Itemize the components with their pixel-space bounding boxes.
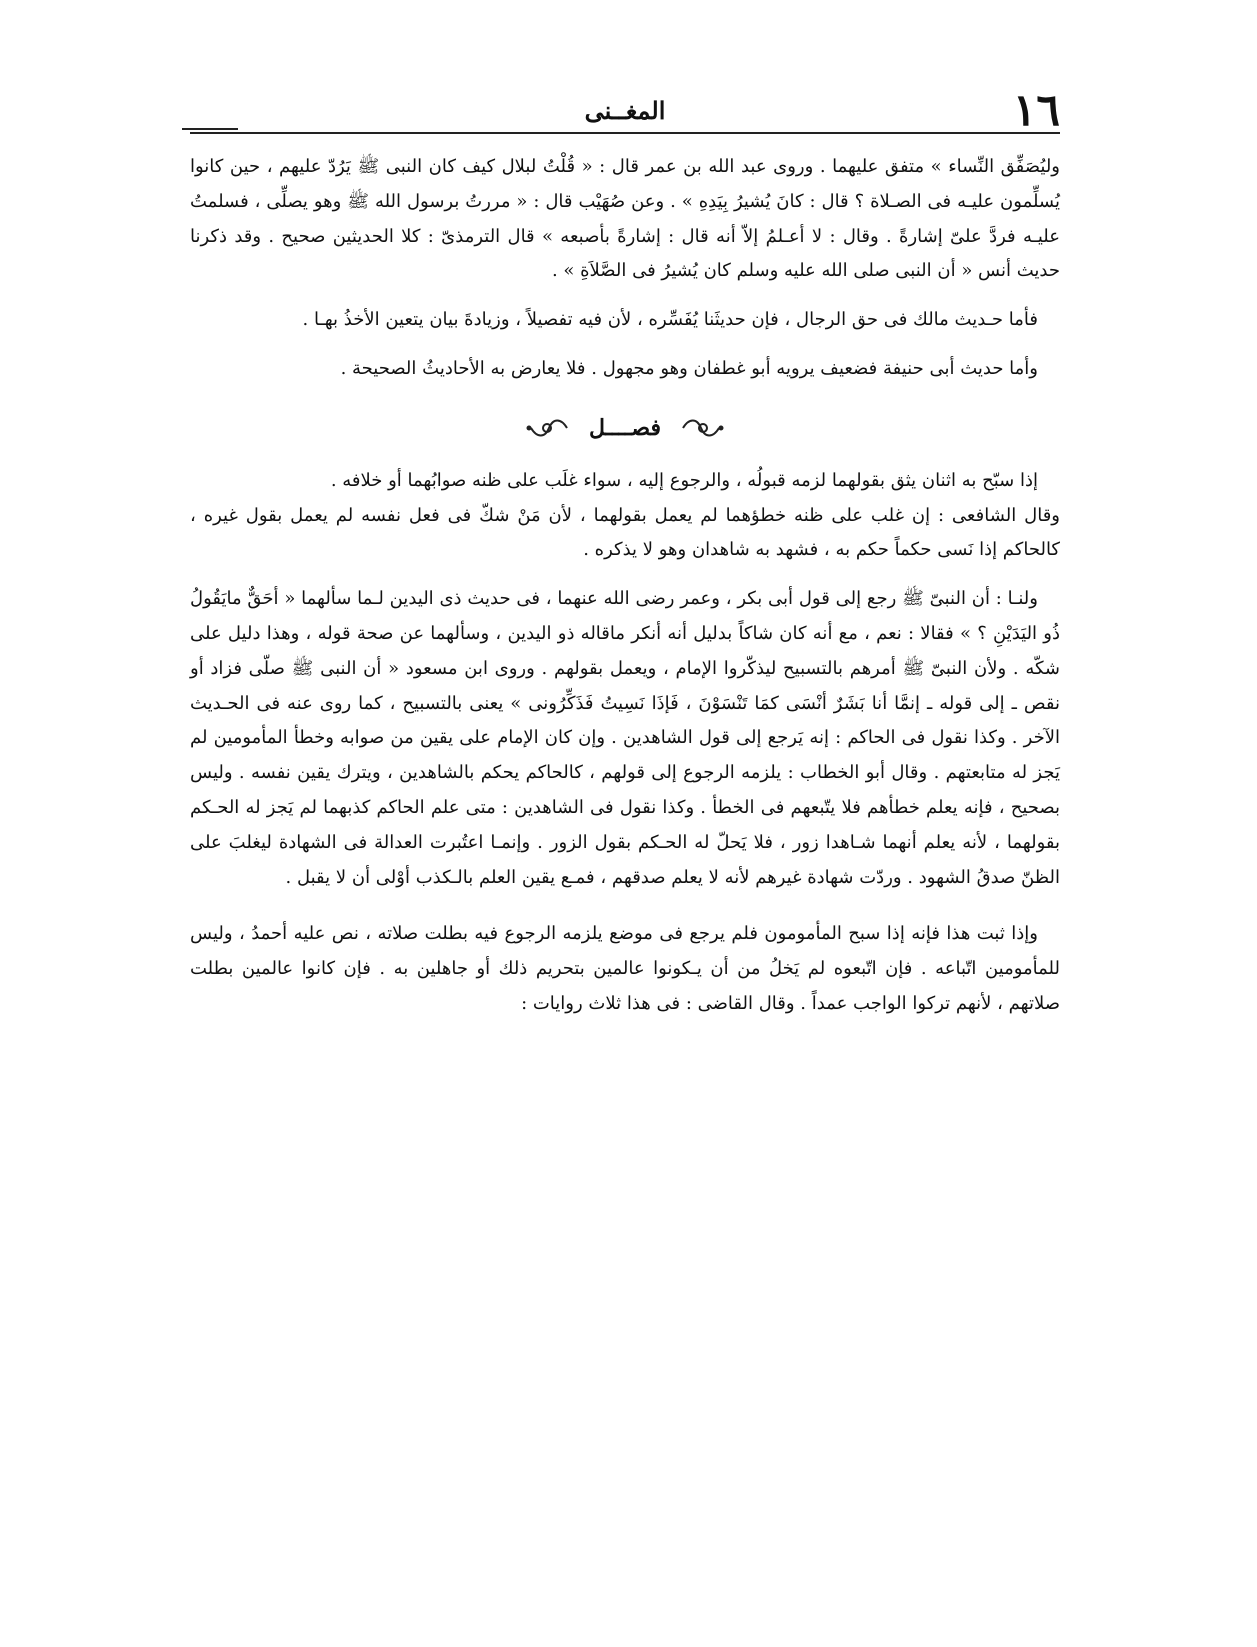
paragraph-shafii-view: وقال الشافعى : إن غلب على ظنه خطؤهما لم يعمل بقولهما ، لأن مَنْ شكّ فى فعل نفسه لم يعمل بقول غيره ، كالحاكم إذا نَسى حكماً حكم به ، فشهد به شاهدان وهو لا يذكره .	[190, 504, 1060, 561]
paragraph-abu-hanifa-hadith: وأما حديث أبى حنيفة فضعيف يرويه أبو غطفان وهو مجهول . فلا يعارض به الأحاديثُ الصحيحة .	[340, 357, 1038, 379]
running-title: المغــنى	[584, 96, 666, 125]
section-heading-label: فصــــل	[588, 414, 662, 441]
page-number: ١٦	[1012, 85, 1060, 136]
header-rule	[190, 132, 1060, 134]
paragraph-tasbih-ruling: إذا سبّح به اثنان يثق بقولهما لزمه قبولُه ، والرجوع إليه ، سواء غلَب على ظنه صوابُهما أو خلافه .	[330, 469, 1038, 491]
header-rule-tail	[182, 128, 238, 130]
paragraph-evidence: ولنـا : أن النبىّ ﷺ رجع إلى قول أبى بكر ، وعمر رضى الله عنهما ، فى حديث ذى اليدين لـما سألهما « أحَقٌّ مايَقُولُ ذُو اليَدَيْنِ ؟ » فقالا : نعم ، مع أنه كان شاكاً بدليل أنه أنكر ماقاله ذو اليدين ، وسألهما عن صحة قوله ، وهذا دليل على شكّه . ولأن النبىّ ﷺ أمرهم بالتسبيح ليذكّروا الإمام ، ويعمل بقولهم . وروى ابن مسعود « أن النبى ﷺ صلّى فزاد أو نقص ـ إلى قوله ـ إنمَّا أنا بَشَرٌ أنْسَى كمَا تَنْسَوْنَ ، فَإذَا نَسِيتُ فَذَكِّرُونى » يعنى بالتسبيح ، كما روى عنه فى الحـديث الآخر . وكذا نقول فى الحاكم : إنه يَرجع إلى قول الشاهدين . وإن كان الإمام على يقين من صوابه وخطأ المأمومين لم يَجز له متابعتهم . وقال أبو الخطاب : يلزمه الرجوع إلى قولهم ، كالحاكم يحكم بالشاهدين ، ويترك يقين نفسه . وليس بصحيح ، فإنه يعلم خطأهم فلا يتّبعهم فى الخطأ . وكذا نقول فى الشاهدين : متى علم الحاكم كذبهما لم يَجز له الحـكم بقولهما ، لأنه يعلم أنهما شـاهدا زور ، فلا يَحلّ له الحـكم بقول الزور . وإنمـا اعتُبرت العدالة فى الشهادة ليغلبَ على الظنّ صدقُ الشهود . وردّت شهادة غيرهم لأنه لا يعلم صدقهم ، فمـع يقين العلم بالـكذب أوْلى أن لا يقبل .	[190, 588, 1060, 888]
paragraph-prayer-invalidation: وإذا ثبت هذا فإنه إذا سبح المأمومون فلم يرجع فى موضع يلزمه الرجوع فيه بطلت صلاته ، نص عليه أحمدُ ، وليس للمأمومين اتّباعه . فإن اتّبعوه لم يَخلُ من أن يـكونوا عالمين بتحريم ذلك أو جاهلين به . فإن كانوا عالمين بطلت صلاتهم ، لأنهم تركوا الواجب عمداً . وقال القاضى : فى هذا ثلاث روايات :	[190, 923, 1060, 1014]
body-text	[190, 150, 1060, 1022]
section-heading	[190, 407, 1060, 448]
ornament-right-icon	[681, 416, 725, 440]
page-header	[190, 86, 1060, 136]
paragraph-malik-hadith: فأما حـديث مالك فى حق الرجال ، فإن حديثَنا يُفَسِّره ، لأن فيه تفصيلاً ، وزيادةَ بيان يتعين الأخذُ بهـا .	[302, 309, 1038, 331]
paragraph-hadith-greeting: وليُصَفِّق النِّساء » متفق عليهما . وروى عبد الله بن عمر قال : « قُلْتُ لبلال كيف كان النبى ﷺ يَرُدّ عليهم ، حين كانوا يُسلِّمون عليـه فى الصـلاة ؟ قال : كانَ يُشيرُ بِيَدِهِ » . وعن صُهَيْب قال : « مررتُ برسول الله ﷺ وهو يصلِّى ، فسلمتُ عليـه فردَّ علىّ إشارةً . وقال : لا أعـلمُ إلاّ أنه قال : إشارةً بأصبعه » قال الترمذىّ : كلا الحديثين صحيح . وقد ذكرنا حديث أنس « أن النبى صلى الله عليه وسلم كان يُشيرُ فى الصَّلاَةِ » .	[190, 156, 1060, 282]
ornament-left-icon	[525, 416, 569, 440]
